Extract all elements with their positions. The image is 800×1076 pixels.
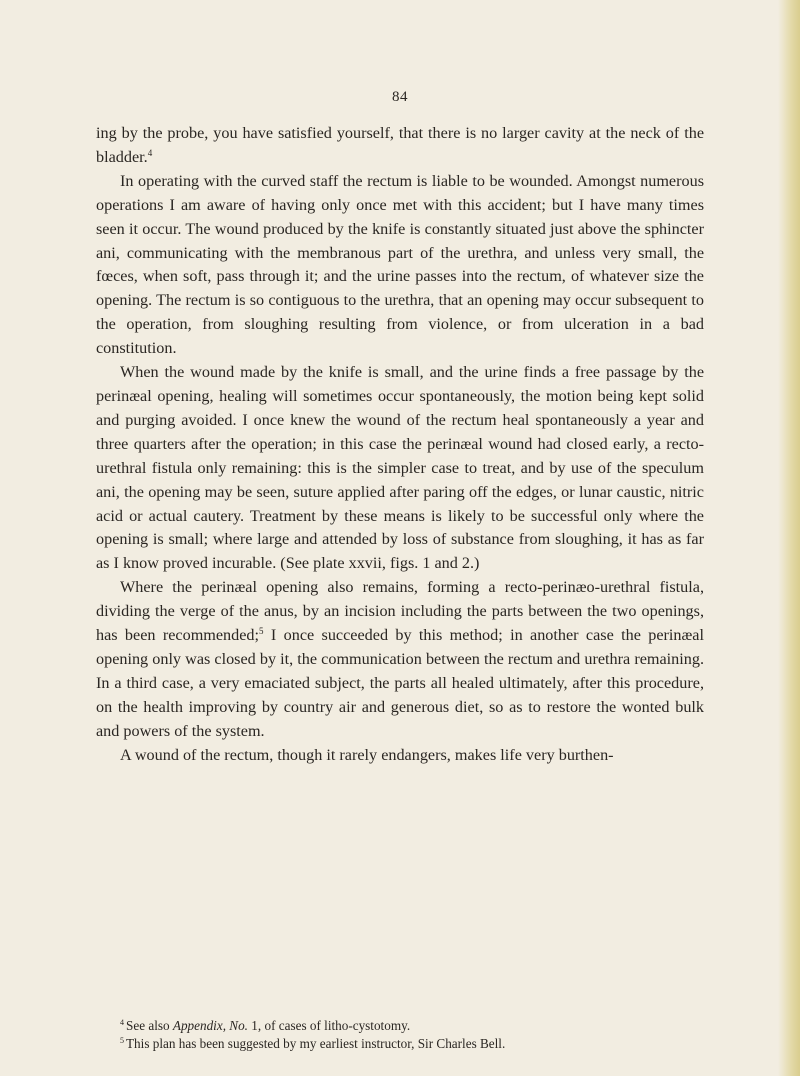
footnote-text: See also [126, 1018, 173, 1033]
paragraph-text: When the wound made by the knife is small, and the urine finds a free passage by the perinæal opening, healing will sometimes occur spontaneously, the motion being kept solid and purging avoided. I once knew the wound of the rectum heal spontaneously a year and three quarters after the operation; in this case the perinæal wound had closed early, a recto-urethral fistula only remaining: this is the simpler case to treat, and by use of the speculum ani, the opening may be seen, suture applied after paring off the edges, or lunar caustic, nitric acid or actual cautery. Treatment by these means is likely to be successful only where the opening is small; where large and attended by loss of substance from sloughing, it has as far as I know proved incurable. (See plate xxvii, figs. 1 and 2.) [96, 363, 704, 573]
paragraph-text: I once succeeded by this method; in another case the perinæal opening only was closed by it, the communication between the rectum and urethra remaining. In a third case, a very emaciated subject, the parts all healed ultimately, after this procedure, on the health improving by country air and generous diet, so as to restore the wonted bulk and powers of the system. [96, 626, 704, 740]
paragraph-text: Where the perinæal opening also remains, forming a recto-perinæo-urethral fistula, dividing the verge of the anus, by an incision including the parts between the two openings, has been recommended; [96, 578, 704, 645]
footnote-text: 1, of cases of litho-cystotomy. [247, 1018, 411, 1033]
footnote-italic-text: Appendix, No. [172, 1018, 248, 1033]
footnotes [96, 1017, 716, 1053]
paragraph [96, 122, 704, 170]
footnote-mark: 5 [120, 1036, 124, 1045]
footnote-mark: 4 [120, 1018, 124, 1027]
paragraph [96, 744, 704, 768]
paragraph [96, 361, 704, 576]
footnote [96, 1035, 716, 1053]
paragraph-text: ing by the probe, you have satisfied yourself, that there is no larger cavity at the neck of the bladder. [96, 124, 704, 166]
footnote [96, 1017, 716, 1035]
page-edge-shadow [778, 0, 800, 1076]
footnote-reference: 5 [259, 626, 264, 637]
paragraph [96, 170, 704, 361]
paragraph-text: A wound of the rectum, though it rarely endangers, makes life very burthen- [120, 745, 614, 764]
body-text [96, 122, 704, 767]
footnote-text: This plan has been suggested by my earliest instructor, Sir Charles Bell. [126, 1036, 506, 1051]
paragraph-text: In operating with the curved staff the rectum is liable to be wounded. Amongst numerous operations I am aware of having only once met with this accident; but I have many times seen it occur. The wound produced by the knife is constantly situated just above the sphincter ani, communicating with the membranous part of the urethra, and unless very small, the fœces, when soft, pass through it; and the urine passes into the rectum, of whatever size the opening. The rectum is so contiguous to the urethra, that an opening may occur subsequent to the operation, from sloughing resulting from violence, or from ulceration in a bad constitution. [96, 171, 704, 358]
paragraph [96, 576, 704, 743]
footnote-reference: 4 [147, 147, 153, 158]
page-number: 84 [392, 89, 408, 105]
